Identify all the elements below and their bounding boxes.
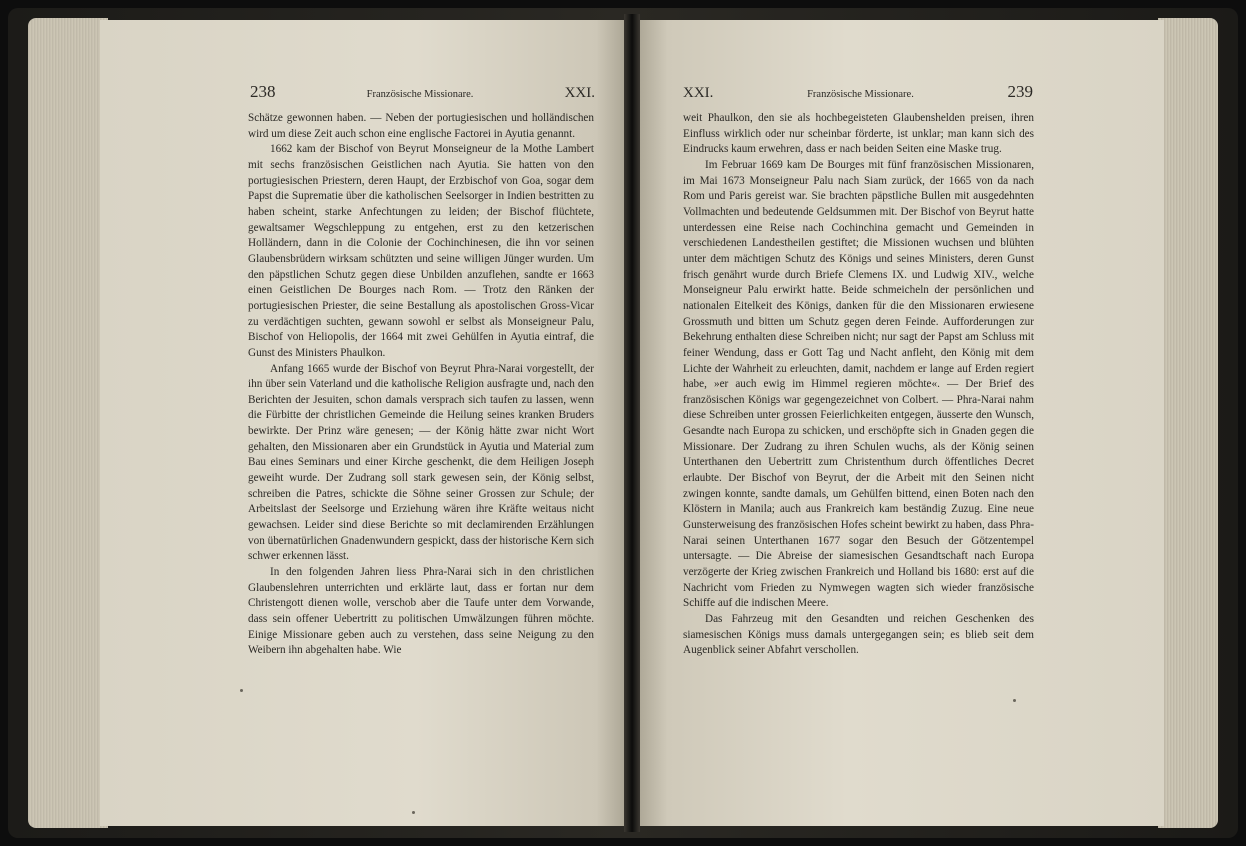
paragraph: 1662 kam der Bischof von Beyrut Monseigneur de la Mothe Lambert mit sechs französischen Geistlichen nach Ayutia. Sie hatten von den portugiesischen Priestern, deren Haupt, der Erzbischof von Goa, sogar dem Papst die Suprematie über die katholischen Seelsorger in Indien bestritten zu haben scheint, starke Anfechtungen zu leiden; der Bischof flüchtete, gewaltsamer Wegschleppung zu entgehen, erst zu den ketzerischen Holländern, dann in die Colonie der Cochinchinesen, die ihn vor seinen Glaubensbrüdern wirksam schützten und seine willigen Jünger wurden. Um den päpstlichen Schutz gegen diese Unbilden anzuflehen, sandte er 1663 einen Geistlichen De Bourges nach Rom. — Trotz den Ränken der portugiesischen Priester, die seine Bestallung als apostolischen Gross-Vicar zu verdächtigen suchten, gewann sowohl er selbst als Monseigneur Palu, Bischof von Heliopolis, der 1664 mit zwei Gehülfen in Ayutia eintraf, die Gunst des Ministers Phaulkon. bbox=[248, 143, 594, 359]
page-speck bbox=[1013, 699, 1016, 702]
page-number: 239 bbox=[1007, 82, 1033, 101]
paragraph: Das Fahrzeug mit den Gesandten und reichen Geschenken des siamesischen Königs muss damals untergegangen sein; es blieb seit dem Augenblick seiner Abfahrt verschollen. bbox=[683, 613, 1034, 657]
page-speck bbox=[240, 689, 243, 692]
paragraph: Anfang 1665 wurde der Bischof von Beyrut Phra-Narai vorgestellt, der ihn über sein Vaterland und die katholische Religion ausfragte und, nach den Berichten der Jesuiten, schon damals versprach sich taufen zu lassen, wenn die Fürbitte der christlichen Gemeinde die Heilung seines kranken Bruders bewirkte. Der Prinz wäre genesen; — der König hätte zwar nicht Wort gehalten, den Missionaren aber ein Grundstück in Ayutia und Material zum Bau eines Seminars und einer Kirche geschenkt, die dem Heiligen Joseph geweiht wurde. Der Zudrang soll stark gewesen sein, der König selbst, schreiben die Patres, schickte die Söhne seiner Grossen zur Schule; der Arbeitslast der Seelsorge und Erziehung wären ihre Kräfte weitaus nicht gewachsen. Leider sind diese Berichte so mit declamirenden Erzählungen von übernatürlichen Gnadenwundern gespickt, dass der historische Kern sich schwer erkennen lässt. bbox=[248, 362, 594, 563]
running-title: Französische Missionare. bbox=[807, 89, 914, 100]
right-page-header bbox=[683, 82, 1033, 108]
left-page-body bbox=[248, 111, 594, 659]
page-edges-right bbox=[1158, 18, 1218, 828]
page-speck bbox=[412, 811, 415, 814]
paragraph: weit Phaulkon, den sie als hochbegeisteten Glaubenshelden preisen, ihren Einfluss wirklich oder nur scheinbar förderte, ist unklar; man kann sich des Eindrucks kaum erwehren, dass er nach beiden Seiten eine Maske trug. bbox=[683, 112, 1034, 156]
chapter-number: XXI. bbox=[564, 85, 595, 101]
page-edges-left bbox=[28, 18, 108, 828]
paragraph: Im Februar 1669 kam De Bourges mit fünf französischen Missionaren, im Mai 1673 Monseigneur Palu nach Siam zurück, der 1665 von da nach Rom und Paris gereist war. Sie brachten päpstliche Bullen mit ausgedehnten Vollmachten und bedeutende Geldsummen mit. Der Bischof von Beyrut hatte unterdessen eine Reise nach Cochinchina gemacht und Gemeinden in verschiedenen Landestheilen gestiftet; die Missionen wuchsen und blühten unter dem mächtigen Schutz des Königs und seines Ministers, deren Gunst frisch genährt wurde durch Briefe Clemens IX. und Ludwig XIV., welche Monseigneur Palu erwirkt hatte. Beide schmeicheln der persönlichen und nationalen Eitelkeit des Königs, danken für die den Missionaren erwiesene Grossmuth und bitten um Schutz gegen deren Feinde. Aufforderungen zur Bekehrung enthalten diese Schreiben nicht; nur sagt der Papst am Schluss mit feiner Wendung, dass er Gott Tag und Nacht anfleht, den König mit dem Lichte der Wahrheit zu erleuchten, damit, nachdem er lange auf Erden regiert habe, »er auch ewig im Himmel regieren möchte«. — Der Brief des französischen Königs war gegengezeichnet von Colbert. — Phra-Narai nahm diese Schreiben unter grossen Feierlichkeiten entgegen, äusserte den Wunsch, Gesandte nach Europa zu schicken, und erschöpfte sich in Gnaden gegen die Missionare. Der Zudrang zu ihren Schulen wuchs, als der König seinen Unterthanen den Uebertritt zum Christenthum durch öffentliches Decret erlaubte. Der Bischof von Beyrut, der die Arbeit mit den Seinen nicht zwingen konnte, sandte damals, um Gehülfen bittend, einen Boten nach den Klöstern in Manila; auch aus Frankreich kam beständig Zuzug. Eine neue Gunsterweisung des französischen Hofes scheint bewirkt zu haben, dass Phra-Narai seinen Unterthanen 1677 sogar den Besuch der Götzentempel untersagte. — Die Abreise der siamesischen Gesandtschaft nach Europa verzögerte der Krieg zwischen Frankreich und Holland bis 1680: erst auf die Nachricht vom Frieden zu Nymwegen wagten sich wieder französische Schiffe auf die indischen Meere. bbox=[683, 158, 1034, 610]
book-gutter bbox=[624, 14, 640, 832]
right-page-body bbox=[683, 111, 1034, 659]
paragraph: Schätze gewonnen haben. — Neben der portugiesischen und holländischen wird um diese Zeit auch schon eine englische Factorei in Ayutia genannt. bbox=[248, 112, 594, 140]
page-number: 238 bbox=[250, 82, 276, 101]
chapter-number: XXI. bbox=[683, 85, 714, 101]
left-page-header bbox=[250, 82, 595, 108]
paragraph: In den folgenden Jahren liess Phra-Narai sich in den christlichen Glaubenslehren unterrichten und erklärte laut, dass er fortan nur dem Christengott dienen wolle, verschob aber die Taufe unter dem Vorwande, dass sein offener Uebertritt zu politischen Umwälzungen führen möchte. Einige Missionare geben auch zu verstehen, dass seine Neigung zu den Weibern ihn abgehalten habe. Wie bbox=[248, 566, 594, 657]
running-title: Französische Missionare. bbox=[366, 89, 474, 100]
